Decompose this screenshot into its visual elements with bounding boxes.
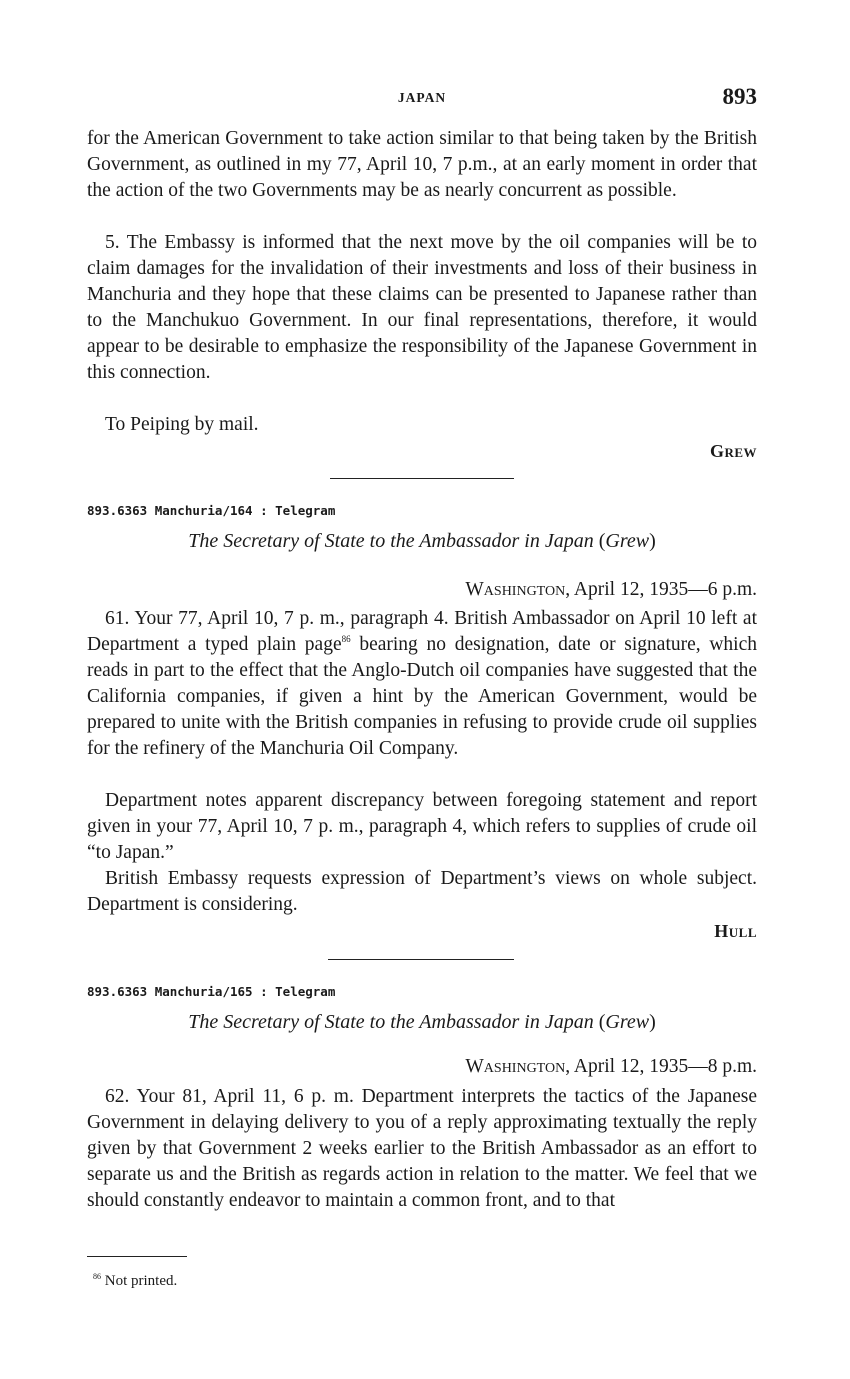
paragraph-5: 5. The Embassy is informed that the next move by the oil companies will be to claim damages for the invalidation of their investments and loss of their business in Manchuria and they hope that these claims can be presented to Japanese rather than to the Manchukuo Government. In our final representations, therefore, it would appear to be desirable to emphasize the responsibility of the Japanese Government in this connection. [87, 232, 757, 383]
section-divider [328, 959, 514, 960]
running-title: JAPAN [397, 90, 447, 105]
footnote-rule [87, 1256, 187, 1257]
document-title-165: The Secretary of State to the Ambassador in Japan (Grew) [188, 1011, 656, 1033]
footnote: $^{86}$ Not printed. [93, 1272, 178, 1289]
telegram-164-paragraph-2: Department notes apparent discrepancy between foregoing statement and report given in your 77, April 10, 7 p. m., paragraph 4, which refers to supplies of crude oil “to Japan.” [87, 790, 757, 863]
running-head [87, 84, 757, 114]
document-title-164: The Secretary of State to the Ambassador in Japan (Grew) [188, 530, 656, 552]
footnote-marker: 86 [93, 1272, 101, 1281]
telegram-165-paragraph-1: 62. Your 81, April 11, 6 p. m. Department interprets the tactics of the Japanese Government in delaying delivery to you of a reply approximating textually the reply given by that Government 2 weeks earlier to the British Ambassador as an effort to separate us and the British as regards action in relation to the matter. We feel that we should constantly endeavor to maintain a common front, and to that [87, 1086, 757, 1211]
telegram-164-paragraph-1: 61. Your 77, April 10, 7 p. m., paragraph 4. British Ambassador on April 10 left at Department a typed plain page$^{86}$ bearing no designation, date or signature, which reads in part to the effect that the Anglo-Dutch oil companies have suggested that the California companies, if given a hint by the American Government, would be prepared to unite with the British companies in refusing to provide crude oil supplies for the refinery of the Manchuria Oil Company. [87, 608, 757, 759]
page-number: 893 [722, 84, 757, 109]
signature-grew: Grew [709, 441, 757, 461]
telegram-164-paragraph-3: British Embassy requests expression of Department’s views on whole subject. Department is considering. [87, 868, 757, 915]
footnote-reference: 86 [341, 634, 351, 644]
section-divider [330, 478, 514, 479]
file-reference-164: 893.6363 Manchuria/164 : Telegram [87, 503, 336, 518]
file-reference-165: 893.6363 Manchuria/165 : Telegram [87, 984, 336, 999]
to-peiping-line: To Peiping by mail. [105, 414, 259, 435]
dateline-164: Washington, April 12, 1935—6 p.m. [465, 579, 757, 600]
continuation-paragraph: for the American Government to take action similar to that being taken by the British Government, as outlined in my 77, April 10, 7 p.m., at an early moment in order that the action of the two Governments may be as nearly concurrent as possible. [87, 128, 757, 201]
signature-hull: Hull [714, 921, 757, 941]
dateline-165: Washington, April 12, 1935—8 p.m. [465, 1056, 757, 1077]
